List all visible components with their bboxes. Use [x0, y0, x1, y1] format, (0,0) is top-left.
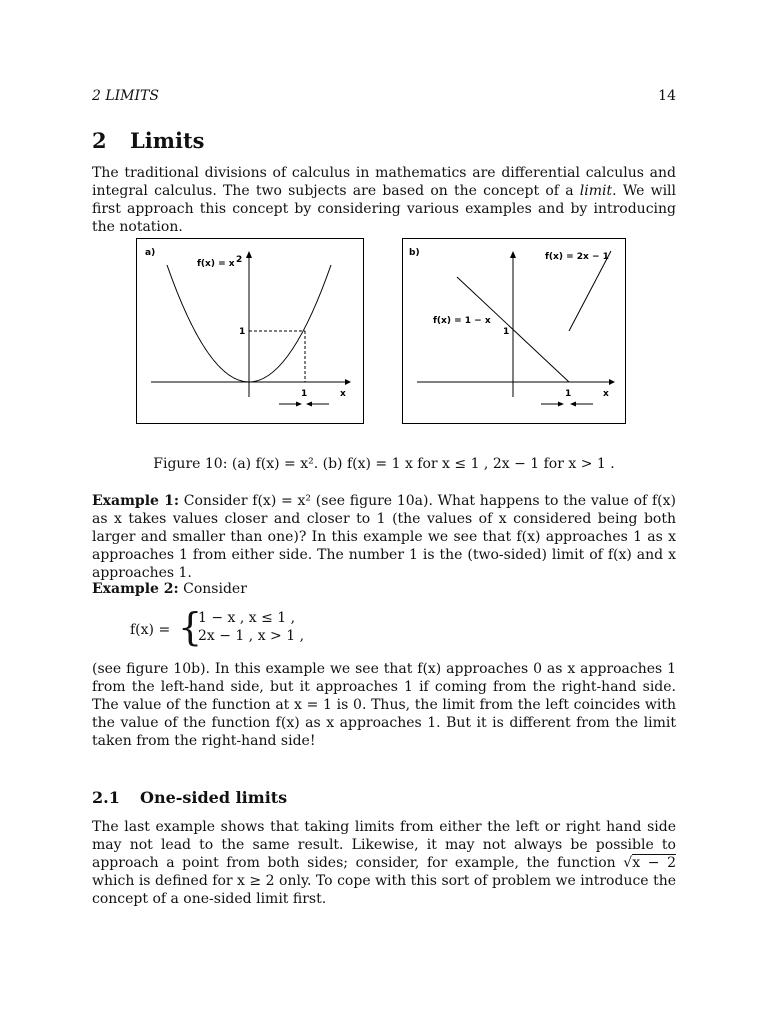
x-axis-arrow: [609, 379, 615, 385]
y-axis-arrow: [246, 251, 252, 258]
panel-b-ytick: 1: [503, 327, 510, 337]
sqrt-symbol: √: [623, 855, 633, 871]
section-heading: [92, 128, 204, 153]
subsection-heading: [92, 788, 287, 807]
intro-limit-word: limit: [579, 183, 613, 199]
parabola-plot: [137, 239, 363, 423]
x-axis-arrow: [345, 379, 351, 385]
equation-case-2: 2x − 1 , x > 1 ,: [198, 628, 305, 644]
panel-b-label: b): [409, 248, 420, 258]
example-2-paragraph: [92, 660, 676, 750]
panel-b-right-function: f(x) = 2x − 1: [545, 252, 609, 262]
piecewise-plot: [403, 239, 625, 423]
equation-case-1: 1 − x , x ≤ 1 ,: [198, 610, 296, 626]
example-1-text: Consider f(x) = x² (see figure 10a). What happens to the value of f(x) as x takes values closer and closer to 1 (the values of x considered being both larger and smaller than one)? In this example we see that f(x) approaches 1 as x approaches 1 from either side. The number 1 is the (two-sided) limit of f(x) and x approaches 1.: [92, 493, 676, 581]
subsection-number: 2.1: [92, 788, 120, 807]
section-number: 2: [92, 128, 107, 153]
panel-a-exponent: 2: [236, 255, 243, 265]
section-title: Limits: [130, 128, 205, 153]
equation-lhs: f(x) =: [130, 622, 171, 638]
example-2-label: Example 2:: [92, 581, 179, 597]
panel-a-ytick: 1: [239, 327, 246, 337]
intro-paragraph: [92, 164, 676, 236]
example-2-text: Consider: [178, 581, 247, 597]
panel-b-xlabel: x: [603, 389, 609, 399]
running-header: 2 LIMITS: [92, 88, 159, 104]
panel-b-left-function: f(x) = 1 − x: [433, 316, 491, 326]
equation-brace: {: [178, 605, 203, 649]
panel-b-xtick: 1: [565, 389, 572, 399]
panel-a-label: a): [145, 248, 156, 258]
panel-a-xtick: 1: [301, 389, 308, 399]
figure-panel-a: [136, 238, 364, 424]
example-1-label: Example 1:: [92, 493, 180, 509]
one-sided-paragraph: [92, 818, 676, 908]
example-2-intro: [92, 580, 676, 598]
subsection-title: One-sided limits: [140, 788, 288, 807]
page-number: 14: [658, 88, 676, 104]
figure-caption: Figure 10: (a) f(x) = x². (b) f(x) = 1 x for x ≤ 1 , 2x − 1 for x > 1 .: [153, 456, 615, 472]
example-2-after: (see figure 10b). In this example we see that f(x) approaches 0 as x approaches 1 from the left-hand side, but it approaches 1 if coming from the right-hand side. The value of the function at x = 1 is 0. Thus, the limit from the left coincides with the value of the function f(x) as x approaches 1. But it is different from the limit taken from the right-hand side!: [92, 661, 676, 749]
sqrt-argument: x − 2: [632, 855, 676, 871]
intro-text-2: . We will first approach this concept by considering various examples and by introducing the notation.: [92, 183, 676, 235]
panel-a-xlabel: x: [340, 389, 346, 399]
line-two-x-minus-one: [569, 251, 611, 331]
panel-a-function: f(x) = x: [197, 259, 235, 269]
y-axis-arrow: [510, 251, 516, 258]
figure-panel-b: [402, 238, 626, 424]
intro-text-1: The traditional divisions of calculus in mathematics are differential calculus and integral calculus. The two subjects are based on the concept of a: [92, 165, 676, 199]
one-sided-text-1: The last example shows that taking limits from either the left or right hand side may not lead to the same result. Likewise, it may not always be possible to approach a point from both sides; consider, for example, the function: [92, 819, 676, 871]
example-1-paragraph: [92, 492, 676, 582]
one-sided-text-2: which is defined for x ≥ 2 only. To cope with this sort of problem we introduce the concept of a one-sided limit first.: [92, 873, 676, 907]
